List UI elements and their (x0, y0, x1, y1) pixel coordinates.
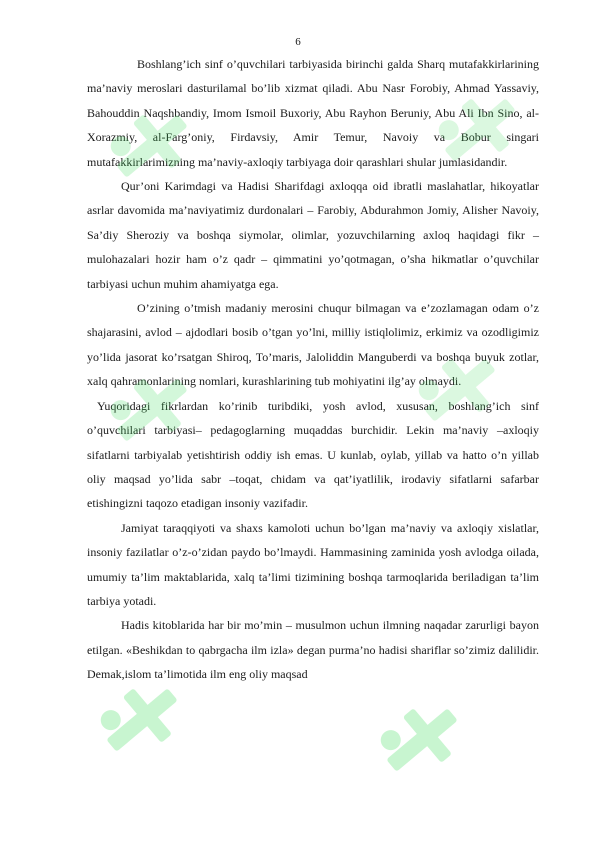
watermark-logo (362, 680, 482, 800)
document-body (87, 52, 539, 687)
paragraph: Yuqoridagi fikrlardan ko’rinib turibdiki, yosh avlod, xususan, boshlang’ich sinf o’quvchilari tarbiyasi– pedagoglarning muqaddas burchidir. Lekin ma’naviy –axloqiy sifatlarni tarbiyalab yetishtirish oddiy ish emas. U kunlab, oylab, yillab va hatto o’n yillab oliy maqsad yo’lida sabr –toqat, chidam va qat’iyatlilik, irodaviy sifatlarni safarbar etishingizni taqozo etadigan insoniy vazifadir. (87, 398, 539, 511)
paragraph: Jamiyat taraqqiyoti va shaxs kamoloti uchun bo’lgan ma’naviy va axloqiy xislatlar, insoniy fazilatlar o’z-o’zidan paydo bo’lmaydi. Hammasining zaminida yosh avlodga oilada, umumiy ta’lim maktablarida, xalq ta’limi tizimining boshqa tarmoqlarida beriladigan ta’lim tarbiya yotadi. (87, 520, 539, 608)
paragraph: Qur’oni Karimdagi va Hadisi Sharifdagi axloqqa oid ibratli maslahatlar, hikoyatlar asrlar davomida ma’naviyatimiz durdonalari – Farobiy, Abdurahmon Jomiy, Alisher Navoiy, Sa’diy Sheroziy va boshqa siymolar, olimlar, yozuvchilarning axloq haqidagi fikr – mulohazalari hozir ham o’z qadr – qimmatini yo’qotmagan, o’sha hikmatlar o’quvchilar tarbiyasi uchun muhim ahamiyatga ega. (87, 179, 539, 291)
paragraph: Boshlang’ich sinf o’quvchilari tarbiyasida birinchi galda Sharq mutafakkirlarining ma’naviy meroslari dasturilamal bo’lib xizmat qiladi. Abu Nasr Forobiy, Ahmad Yassaviy, Bahouddin Naqshbandiy, Imom Ismoil Buxoriy, Abu Rayhon Beruniy, Abu Ali Ibn Sino, al-Xorazmiy, al-Farg’oniy, Firdavsiy, Amir Temur, Navoiy va Bobur singari mutafakkirlarimizning ma’naviy-axloqiy tarbiyaga doir qarashlari shular jumlasidandir. (87, 57, 539, 169)
page-number: 6 (295, 36, 301, 48)
paragraph: O’zining o’tmish madaniy merosini chuqur bilmagan va e’zozlamagan odam o’z shajarasini, avlod – ajdodlari bosib o’tgan yo’lni, milliy istiqlolimiz, erkimiz va ozodligimiz yo’lida jasorat ko’rsatgan Shiroq, To’maris, Jaloliddin Manguberdi va boshqa buyuk zotlar, xalq qahramonlarining nomlari, kurashlarining tub mohiyatini ilg’ay olmaydi. (87, 301, 539, 389)
paragraph: Hadis kitoblarida har bir mo’min – musulmon uchun ilmning naqadar zarurligi bayon etilgan. «Beshikdan to qabrgacha ilm izla» degan purma’no hadisi shariflar so’zimiz dalilidir. Demak,islom ta’limotida ilm eng oliy maqsad (87, 618, 539, 682)
